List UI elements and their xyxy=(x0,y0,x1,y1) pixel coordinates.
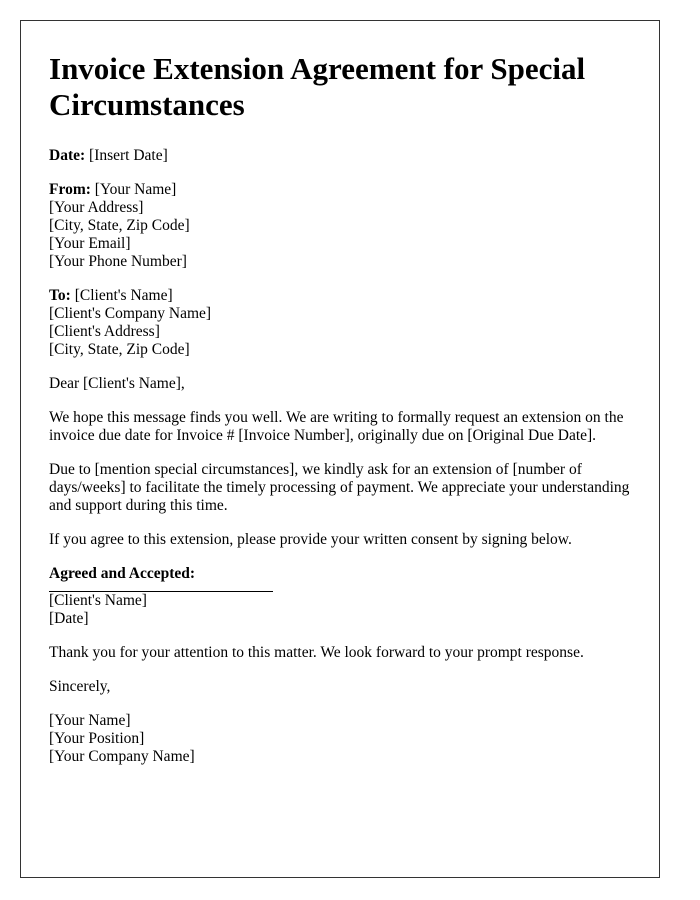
date-value: [Insert Date] xyxy=(89,147,168,164)
from-city: [City, State, Zip Code] xyxy=(49,217,190,234)
signoff: Sincerely, xyxy=(49,678,111,695)
agreement-block xyxy=(49,592,631,628)
salutation: Dear [Client's Name], xyxy=(49,375,185,392)
from-block xyxy=(49,181,631,271)
signature-name: [Your Name] xyxy=(49,712,131,729)
to-address: [Client's Address] xyxy=(49,323,160,340)
document-title: Invoice Extension Agreement for Special Circumstances xyxy=(49,51,586,122)
body-paragraph-3: If you agree to this extension, please provide your written consent by signing below. xyxy=(49,531,572,548)
to-city: [City, State, Zip Code] xyxy=(49,341,190,358)
body-paragraph-1: We hope this message finds you well. We are writing to formally request an extension on the invoice due date for Invoice # [Invoice Number], originally due on [Original Due Date]. xyxy=(49,409,624,444)
to-label: To: xyxy=(49,287,71,304)
to-line-1 xyxy=(49,287,631,305)
from-name: [Your Name] xyxy=(94,181,177,198)
from-line-1 xyxy=(49,181,631,199)
agreement-date: [Date] xyxy=(49,610,89,627)
date-label: Date: xyxy=(49,147,86,164)
to-name: [Client's Name] xyxy=(74,287,173,304)
from-email: [Your Email] xyxy=(49,235,131,252)
body-paragraph-2: Due to [mention special circumstances], we kindly ask for an extension of [number of days/weeks] to facilitate the timely processing of payment. We appreciate your understanding and support during this time. xyxy=(49,461,630,514)
to-block xyxy=(49,287,631,359)
date-block xyxy=(49,147,631,165)
closing-paragraph: Thank you for your attention to this matter. We look forward to your prompt response. xyxy=(49,644,584,661)
agreement-heading xyxy=(49,565,631,583)
letter-page xyxy=(20,20,660,878)
from-phone: [Your Phone Number] xyxy=(49,253,187,270)
signature-position: [Your Position] xyxy=(49,730,145,747)
from-address: [Your Address] xyxy=(49,199,144,216)
signature-block xyxy=(49,712,631,766)
agreement-client-name: [Client's Name] xyxy=(49,592,147,609)
to-company: [Client's Company Name] xyxy=(49,305,212,322)
signature-company: [Your Company Name] xyxy=(49,748,195,765)
from-label: From: xyxy=(49,181,91,198)
agreement-heading-text: Agreed and Accepted: xyxy=(49,565,196,582)
